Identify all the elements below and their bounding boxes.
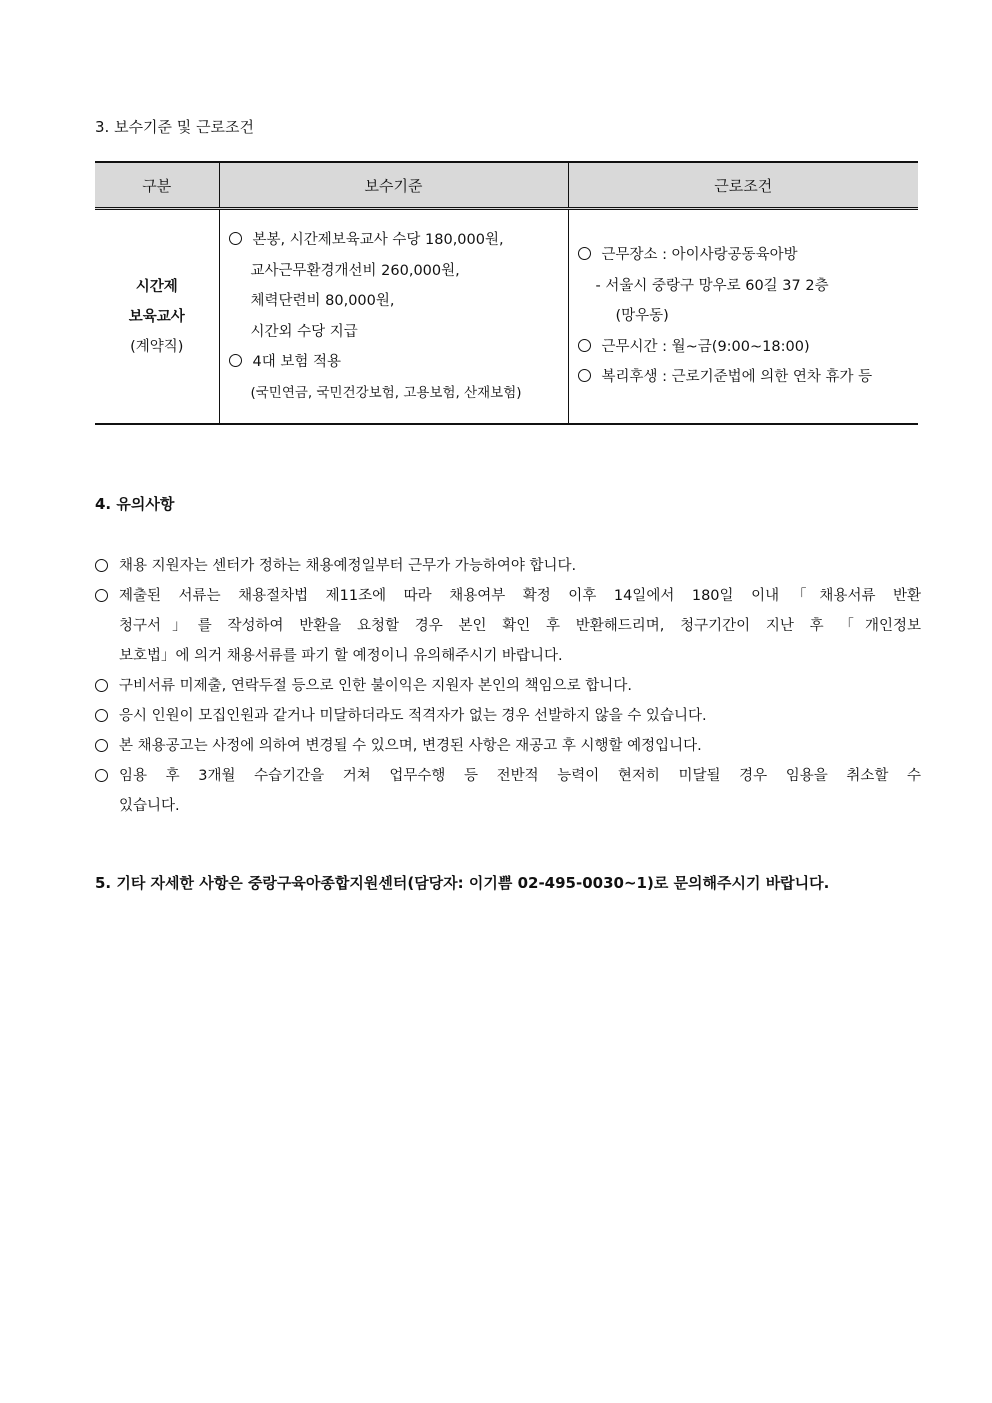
circle-bullet-icon xyxy=(95,769,108,782)
category-line-1: 시간제 xyxy=(135,278,178,295)
list-item: 구비서류 미제출, 연락두절 등으로 인한 불이익은 지원자 본인의 책임으로 합니다. xyxy=(95,671,921,701)
list-item: (국민연금, 국민건강보험, 고용보험, 산재보험) xyxy=(250,384,522,401)
list-item: (망우동) xyxy=(615,308,669,325)
circle-bullet-icon xyxy=(578,247,591,260)
circle-bullet-icon xyxy=(95,739,108,752)
section-3-title: 3. 보수기준 및 근로조건 xyxy=(95,118,255,136)
section-4-title: 4. 유의사항 xyxy=(95,495,175,513)
pay-cell xyxy=(219,209,568,425)
circle-bullet-icon xyxy=(229,354,242,367)
conditions-list xyxy=(569,240,919,393)
list-item: 임용 후 3개월 수습기간을 거쳐 업무수행 등 전반적 능력이 현저히 미달될 경우 임용을 취소할 수 있습니다. xyxy=(95,761,921,821)
conditions-cell xyxy=(568,209,918,425)
pay-conditions-table xyxy=(95,161,918,425)
header-pay: 보수기준 xyxy=(219,162,568,209)
list-item: 시간외 수당 지급 xyxy=(250,323,358,340)
list-item: 제출된 서류는 채용절차법 제11조에 따라 채용여부 확정 이후 14일에서 180일 이내「채용서류 반환 청구서」를 작성하여 반환을 요청할 경우 본인 확인 후 반환해드리며, 청구기간이 지난 후 「개인정보 보호법」에 의거 채용서류를 파기 할 예정이니 유의해주시기 바랍니다. xyxy=(95,581,921,671)
category-line-2: 보육교사 xyxy=(128,308,185,325)
list-item: 본봉, 시간제보육교사 수당 180,000원, xyxy=(229,225,568,256)
list-item: 체력단련비 80,000원, xyxy=(250,293,395,309)
category-line-3: (계약직) xyxy=(130,338,184,355)
table-row xyxy=(95,209,918,425)
pay-list xyxy=(220,225,568,408)
list-item: - 서울시 중랑구 망우로 60길 37 2층 xyxy=(595,277,829,294)
contact-notice: 5. 기타 자세한 사항은 중랑구육아종합지원센터(담당자: 이기쁨 02-495-0030~1)로 문의해주시기 바랍니다. xyxy=(95,874,830,892)
list-item: 근무시간 : 월~금(9:00~18:00) xyxy=(578,332,919,363)
circle-bullet-icon xyxy=(95,679,108,692)
circle-bullet-icon xyxy=(95,589,108,602)
list-item: 채용 지원자는 센터가 정하는 채용예정일부터 근무가 가능하여야 합니다. xyxy=(95,551,921,581)
circle-bullet-icon xyxy=(95,559,108,572)
list-item: 응시 인원이 모집인원과 같거나 미달하더라도 적격자가 없는 경우 선발하지 않을 수 있습니다. xyxy=(95,701,921,731)
circle-bullet-icon xyxy=(229,232,242,245)
list-item: 본 채용공고는 사정에 의하여 변경될 수 있으며, 변경된 사항은 재공고 후 시행할 예정입니다. xyxy=(95,731,921,761)
circle-bullet-icon xyxy=(95,709,108,722)
list-item: 교사근무환경개선비 260,000원, xyxy=(250,262,460,279)
list-item: 근무장소 : 아이사랑공동육아방 xyxy=(578,240,919,271)
header-category: 구분 xyxy=(95,162,219,209)
notes-list xyxy=(95,551,921,821)
list-item: 4대 보험 적용 xyxy=(229,347,568,378)
circle-bullet-icon xyxy=(578,369,591,382)
circle-bullet-icon xyxy=(578,339,591,352)
table-header-row xyxy=(95,162,918,209)
header-conditions: 근로조건 xyxy=(568,162,918,209)
list-item: 복리후생 : 근로기준법에 의한 연차 휴가 등 xyxy=(578,362,919,393)
category-cell xyxy=(95,209,219,425)
